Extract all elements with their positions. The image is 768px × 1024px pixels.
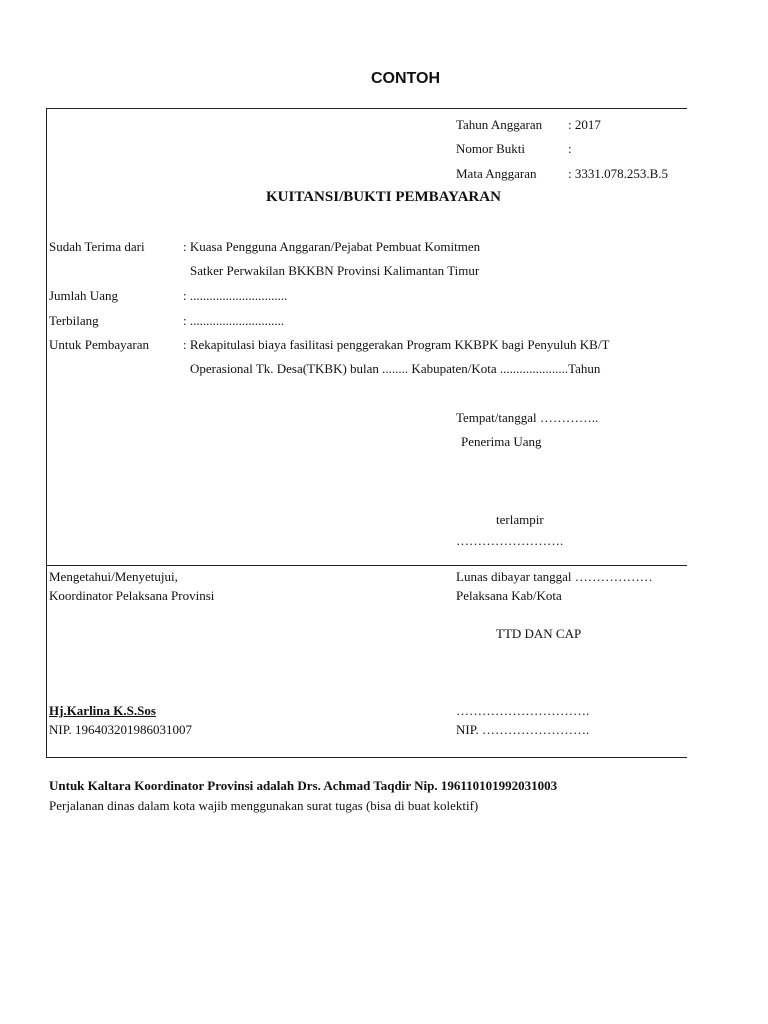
sudah-terima-value-line1: : Kuasa Pengguna Anggaran/Pejabat Pembuat Komitmen	[183, 239, 481, 254]
receiver-signature-dots: …………………….	[456, 533, 564, 548]
kaltara-note: Untuk Kaltara Koordinator Provinsi adalah Drs. Achmad Taqdir Nip. 196110101992031003	[49, 778, 558, 793]
sudah-terima-label: Sudah Terima dari	[49, 239, 145, 254]
nomor-bukti-value: :	[568, 141, 572, 156]
terbilang-value: : .............................	[183, 313, 285, 328]
mata-anggaran-value: : 3331.078.253.B.5	[568, 166, 669, 181]
jumlah-uang-label: Jumlah Uang	[49, 288, 118, 303]
approver-nip: NIP. 196403201986031007	[49, 722, 193, 737]
frame-left-line	[46, 108, 47, 758]
frame-bottom-line	[46, 757, 687, 758]
terlampir-text: terlampir	[496, 512, 544, 527]
surat-tugas-note: Perjalanan dinas dalam kota wajib menggunakan surat tugas (bisa di buat kolektif)	[49, 798, 479, 813]
ttd-cap: TTD DAN CAP	[496, 626, 582, 641]
jumlah-uang-value: : ..............................	[183, 288, 288, 303]
pelaksana-label: Pelaksana Kab/Kota	[456, 588, 562, 603]
tempat-tanggal: Tempat/tanggal …………..	[456, 410, 599, 425]
approver-name: Hj.Karlina K.S.Sos	[49, 703, 156, 718]
frame-top-line	[46, 108, 687, 109]
sudah-terima-value-line2: Satker Perwakilan BKKBN Provinsi Kalimantan Timur	[190, 263, 480, 278]
untuk-pembayaran-value-line2: Operasional Tk. Desa(TKBK) bulan ........ Kabupaten/Kota .....................Tahun	[190, 361, 601, 376]
penerima-uang: Penerima Uang	[461, 434, 542, 449]
mengetahui-label: Mengetahui/Menyetujui,	[49, 569, 178, 584]
pelaksana-name-dots: ………………………….	[456, 703, 590, 718]
nomor-bukti-label: Nomor Bukti	[456, 141, 525, 156]
tahun-anggaran-value: : 2017	[568, 117, 601, 132]
untuk-pembayaran-value-line1: : Rekapitulasi biaya fasilitasi penggerakan Program KKBPK bagi Penyuluh KB/T	[183, 337, 610, 352]
untuk-pembayaran-label: Untuk Pembayaran	[49, 337, 150, 352]
tahun-anggaran-label: Tahun Anggaran	[456, 117, 543, 132]
terbilang-label: Terbilang	[49, 313, 99, 328]
lunas-dibayar: Lunas dibayar tanggal ………………	[456, 569, 653, 584]
document-heading: CONTOH	[371, 70, 441, 87]
pelaksana-nip: NIP. …………………….	[456, 722, 590, 737]
frame-middle-line	[46, 565, 687, 566]
koordinator-label: Koordinator Pelaksana Provinsi	[49, 588, 215, 603]
mata-anggaran-label: Mata Anggaran	[456, 166, 537, 181]
document-title: KUITANSI/BUKTI PEMBAYARAN	[266, 189, 501, 205]
